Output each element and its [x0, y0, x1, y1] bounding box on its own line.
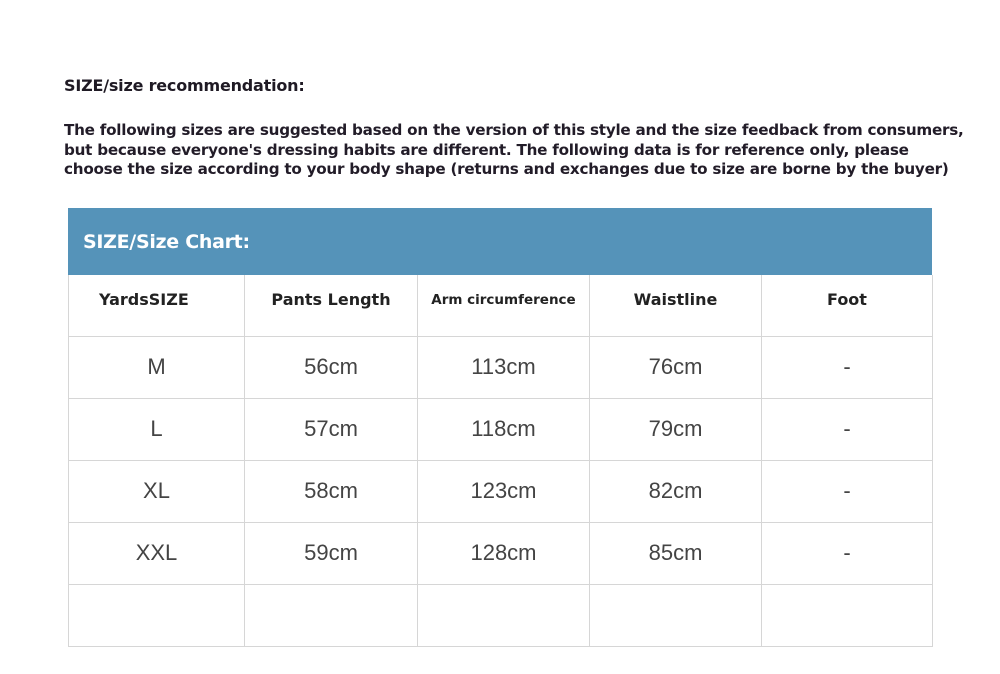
- size-recommendation-description: [64, 121, 964, 180]
- table-row: [69, 336, 933, 398]
- size-cell: XL: [69, 460, 245, 522]
- arm-circumference-cell: 118cm: [418, 398, 590, 460]
- arm-circumference-cell: [418, 584, 590, 646]
- waistline-cell: 82cm: [590, 460, 762, 522]
- table-row-empty: [69, 584, 933, 646]
- foot-cell: -: [762, 522, 933, 584]
- pants-length-cell: [245, 584, 418, 646]
- waistline-cell: [590, 584, 762, 646]
- waistline-cell: 79cm: [590, 398, 762, 460]
- foot-cell: -: [762, 398, 933, 460]
- arm-circumference-cell: 123cm: [418, 460, 590, 522]
- waistline-cell: 76cm: [590, 336, 762, 398]
- table-row: [69, 398, 933, 460]
- column-header-pants-length: Pants Length: [245, 275, 418, 336]
- size-chart-table: [68, 275, 933, 647]
- description-line: choose the size according to your body shape (returns and exchanges due to size are borne by the buyer): [64, 160, 949, 178]
- column-header-size: YardsSIZE: [69, 275, 245, 336]
- size-cell: M: [69, 336, 245, 398]
- size-cell: L: [69, 398, 245, 460]
- size-chart: [68, 208, 932, 647]
- pants-length-cell: 56cm: [245, 336, 418, 398]
- arm-circumference-cell: 113cm: [418, 336, 590, 398]
- foot-cell: -: [762, 460, 933, 522]
- column-header-arm-circumference: Arm circumference: [418, 275, 590, 336]
- size-cell: [69, 584, 245, 646]
- description-line: but because everyone's dressing habits are different. The following data is for reference only, please: [64, 140, 909, 159]
- foot-cell: [762, 584, 933, 646]
- pants-length-cell: 59cm: [245, 522, 418, 584]
- size-chart-title: SIZE/Size Chart:: [68, 208, 932, 275]
- pants-length-cell: 57cm: [245, 398, 418, 460]
- description-line: The following sizes are suggested based on the version of this style and the size feedback from consumers,: [64, 121, 964, 139]
- size-recommendation-heading: SIZE/size recommendation:: [64, 76, 305, 95]
- table-row: [69, 460, 933, 522]
- waistline-cell: 85cm: [590, 522, 762, 584]
- size-cell: XXL: [69, 522, 245, 584]
- arm-circumference-cell: 128cm: [418, 522, 590, 584]
- table-row: [69, 522, 933, 584]
- foot-cell: -: [762, 336, 933, 398]
- pants-length-cell: 58cm: [245, 460, 418, 522]
- column-header-foot: Foot: [762, 275, 933, 336]
- column-header-waistline: Waistline: [590, 275, 762, 336]
- header-row: [69, 275, 933, 336]
